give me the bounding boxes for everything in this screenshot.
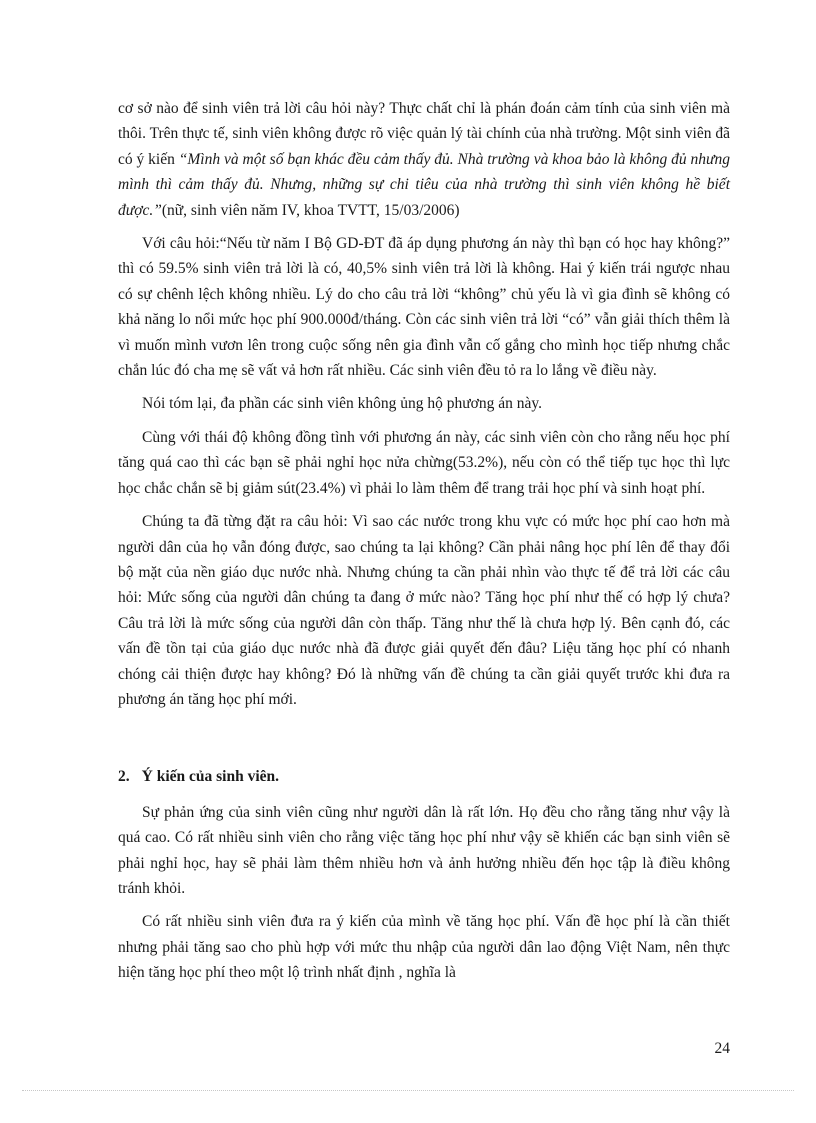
footer-divider (22, 1090, 794, 1091)
body-paragraph: Cùng với thái độ không đồng tình với phương án này, các sinh viên còn cho rằng nếu học phí tăng quá cao thì các bạn sẽ phải nghỉ học nửa chừng(53.2%), nếu còn có thể tiếp tục học thì lực học chắc chắn sẽ bị giảm sút(23.4%) vì phải lo làm thêm để trang trải học phí và sinh hoạt phí. (118, 428, 730, 497)
body-paragraph: Nói tóm lại, đa phần các sinh viên không ủng hộ phương án này. (142, 395, 543, 413)
section-title: Ý kiến của sinh viên. (141, 768, 280, 786)
page-body (118, 96, 730, 994)
student-quote: “Mình và một số bạn khác đều cảm thấy đủ. Nhà trường và khoa bảo là không đủ nhưng mình thì cảm thấy đủ. Nhưng, những sự chi tiêu của nhà trường thì sinh viên không hề biết được.” (118, 150, 730, 219)
quote-attribution: (nữ, sinh viên năm IV, khoa TVTT, 15/03/2006) (161, 201, 460, 219)
body-paragraph: Sự phản ứng của sinh viên cũng như người dân là rất lớn. Họ đều cho rằng tăng như vậy là quá cao. Có rất nhiều sinh viên cho rằng việc tăng học phí như vậy sẽ khiến các bạn sinh viên sẽ phải nghỉ học, hay sẽ phải làm thêm nhiều hơn và ảnh hưởng nhiều đến học tập là điều không tránh khỏi. (118, 803, 730, 897)
paragraph-text: cơ sở nào để sinh viên trả lời câu hỏi này? Thực chất chỉ là phán đoán cảm tính của sinh viên mà thôi. Trên thực tế, sinh viên không được rõ việc quản lý tài chính của nhà trường. Một sinh viên đã có ý kiến (118, 100, 730, 168)
body-paragraph: Với câu hỏi:“Nếu từ năm I Bộ GD-ĐT đã áp dụng phương án này thì bạn có học hay không?” thì có 59.5% sinh viên trả lời là có, 40,5% sinh viên trả lời là không. Hai ý kiến trái ngược nhau có sự chênh lệch không nhiều. Lý do cho câu trả lời “không” chủ yếu là vì gia đình sẽ không có khả năng lo nổi mức học phí 900.000đ/tháng. Còn các sinh viên trả lời “có” vẫn giải thích thêm là vì muốn mình vươn lên trong cuộc sống nên gia đình vẫn cố gắng cho mình học tiếp nhưng chắc chắn lúc đó cha mẹ sẽ vất vả hơn rất nhiều. Các sinh viên đều tỏ ra lo lắng về điều này. (118, 235, 730, 380)
body-paragraph (118, 96, 730, 223)
section-number: 2. (118, 768, 130, 786)
page-number: 24 (714, 1040, 730, 1057)
body-paragraph: Chúng ta đã từng đặt ra câu hỏi: Vì sao các nước trong khu vực có mức học phí cao hơn mà người dân của họ vẫn đóng được, sao chúng ta lại không? Cần phải nâng học phí lên để thay đổi bộ mặt của nền giáo dục nước nhà. Nhưng chúng ta cần phải nhìn vào thực tế để trả lời các câu hỏi: Mức sống của người dân chúng ta đang ở mức nào? Tăng học phí như thế có hợp lý chưa? Câu trả lời là mức sống của người dân còn thấp. Tăng như thế là chưa hợp lý. Bên cạnh đó, các vấn đề tồn tại của giáo dục nước nhà đã được giải quyết đến đâu? Liệu tăng học phí có nhanh chóng cải thiện được hay không? Đó là những vấn đề chúng ta cần giải quyết trước khi đưa ra phương án tăng học phí mới. (118, 513, 730, 708)
body-paragraph: Có rất nhiều sinh viên đưa ra ý kiến của mình về tăng học phí. Vấn đề học phí là cần thiết nhưng phải tăng sao cho phù hợp với mức thu nhập của người dân lao động Việt Nam, nên thực hiện tăng học phí theo một lộ trình nhất định , nghĩa là (118, 913, 730, 982)
section-heading (118, 764, 730, 789)
